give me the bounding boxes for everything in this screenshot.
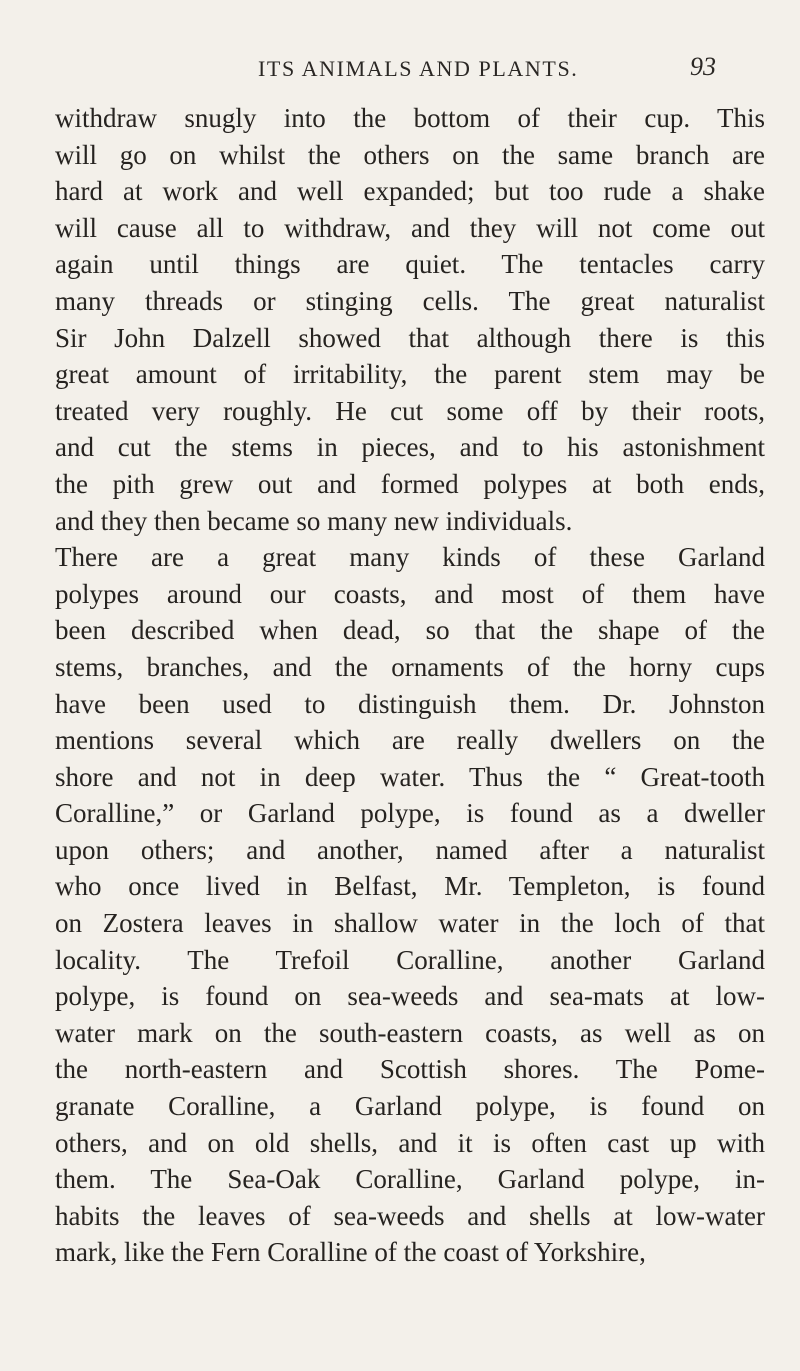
text-line: upon others; and another, named after a naturalist: [55, 834, 765, 865]
text-line: withdraw snugly into the bottom of their cup. This: [55, 103, 765, 133]
text-line: polypes around our coasts, and most of them have: [55, 578, 765, 609]
text-line: treated very roughly. He cut some off by their roots,: [55, 395, 765, 426]
text-line: the north-eastern and Scottish shores. The Pome-: [55, 1054, 765, 1085]
text-line: who once lived in Belfast, Mr. Templeton, is found: [55, 871, 765, 902]
text-line: Coralline,” or Garland polype, is found as a dweller: [55, 798, 765, 829]
page-number: 93: [690, 52, 716, 81]
text-line: on Zostera leaves in shallow water in the loch of that: [55, 908, 765, 939]
text-line: hard at work and well expanded; but too rude a shake: [55, 176, 765, 207]
text-line: many threads or stinging cells. The great naturalist: [55, 285, 765, 316]
text-line: will go on whilst the others on the same branch are: [55, 139, 765, 170]
text-line: mentions several which are really dwellers on the: [55, 725, 765, 756]
text-line: locality. The Trefoil Coralline, another Garland: [55, 944, 765, 975]
text-line: mark, like the Fern Coralline of the coast of Yorkshire,: [55, 1237, 646, 1268]
text-line: again until things are quiet. The tentacles carry: [55, 249, 765, 280]
text-line: water mark on the south-eastern coasts, as well as on: [55, 1017, 765, 1048]
text-line: granate Coralline, a Garland polype, is found on: [55, 1091, 765, 1122]
text-line: the pith grew out and formed polypes at both ends,: [55, 468, 765, 499]
text-line: habits the leaves of sea-weeds and shells at low-water: [55, 1200, 765, 1231]
text-line: Sir John Dalzell showed that although there is this: [55, 322, 765, 353]
text-line: shore and not in deep water. Thus the “ Great-tooth: [55, 761, 765, 792]
text-line: There are a great many kinds of these Garland: [55, 542, 765, 573]
text-line: and they then became so many new individuals.: [55, 505, 573, 536]
text-line: and cut the stems in pieces, and to his astonishment: [55, 432, 765, 463]
text-line: them. The Sea-Oak Coralline, Garland polype, in-: [55, 1164, 765, 1195]
running-title: ITS ANIMALS AND PLANTS.: [258, 56, 579, 81]
text-line: will cause all to withdraw, and they will not come out: [55, 212, 765, 243]
text-line: been described when dead, so that the shape of the: [55, 615, 765, 646]
text-line: others, and on old shells, and it is often cast up with: [55, 1127, 765, 1158]
text-line: polype, is found on sea-weeds and sea-mats at low-: [55, 981, 765, 1012]
text-line: have been used to distinguish them. Dr. Johnston: [55, 688, 765, 719]
text-line: great amount of irritability, the parent stem may be: [55, 359, 765, 390]
text-line: stems, branches, and the ornaments of the horny cups: [55, 651, 765, 682]
body-text: [55, 100, 765, 1271]
